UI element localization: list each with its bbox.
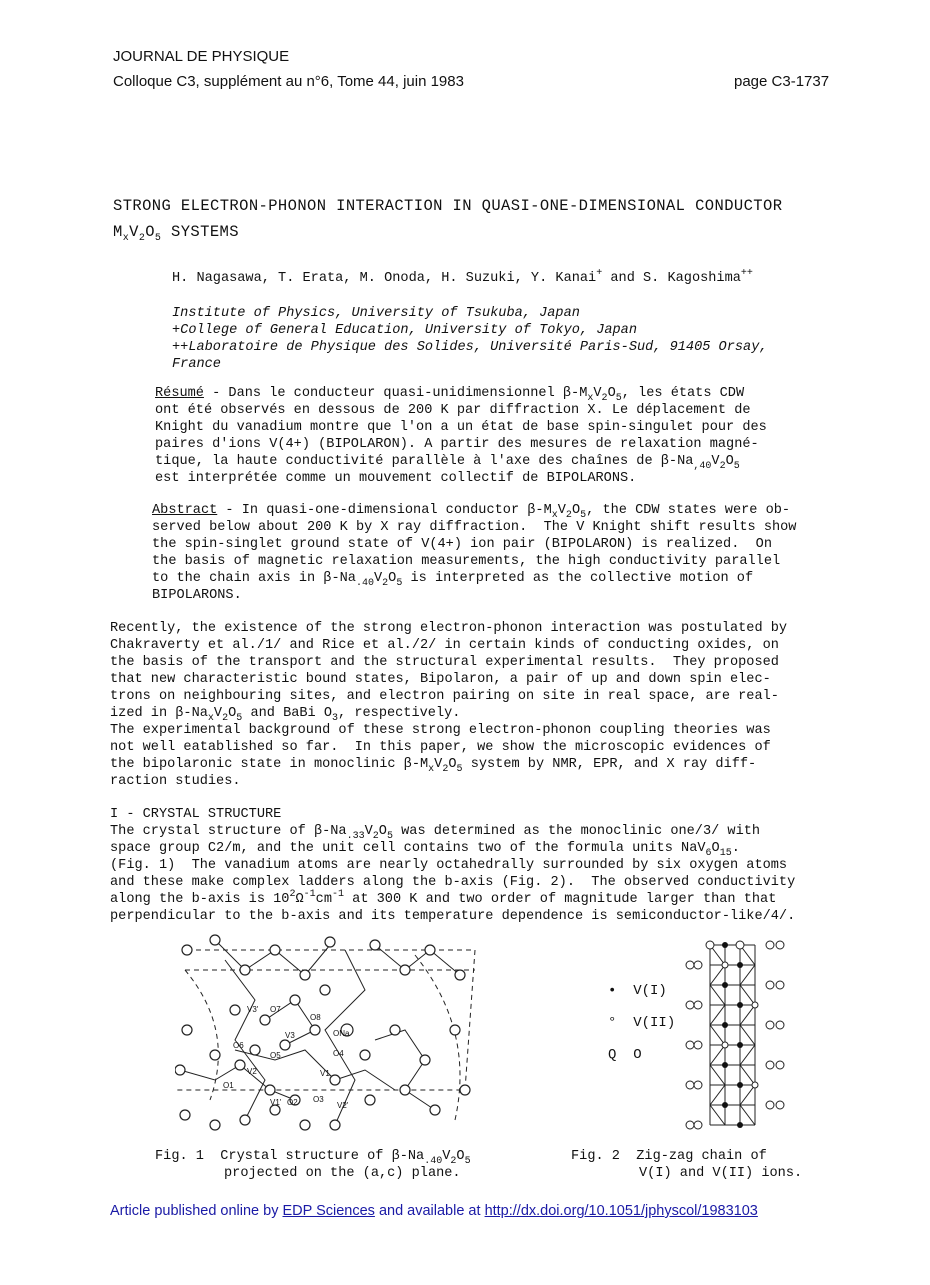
intro-line-1: Recently, the existence of the strong electron-phonon interaction was postulated by (110, 621, 788, 636)
resume-line-2: ont été observés en dessous de 200 K par diffraction X. Le déplacement de (155, 403, 751, 418)
page-number: page C3-1737 (734, 73, 830, 90)
svg-text:O8: O8 (310, 1013, 321, 1022)
intro-line-6: ized in $\beta-Na_xV_2O_5$ and BaBi $O_3$, respectively. (110, 706, 461, 724)
intro-line-3: the basis of the transport and the structural experimental results. They proposed (110, 655, 779, 670)
footer (110, 1203, 758, 1219)
edp-sciences-link[interactable]: EDP Sciences (282, 1203, 375, 1219)
footer-prefix: Article published online by (110, 1203, 283, 1219)
svg-text:V2': V2' (337, 1101, 349, 1110)
section-line-6: perpendicular to the b-axis and its temperature dependence is semiconductor-like/4/. (110, 909, 796, 924)
section-line-5: along the b-axis is $10^2\Omega^{-1}cm^{-1}$ at 300 K and two order of magnitude larger than that (110, 889, 777, 907)
fig1-caption-line-2: projected on the (a,c) plane. (224, 1166, 461, 1181)
svg-text:O5: O5 (270, 1051, 281, 1060)
svg-text:O3: O3 (313, 1095, 324, 1104)
paper-title-line1: STRONG ELECTRON-PHONON INTERACTION IN QUASI-ONE-DIMENSIONAL CONDUCTOR (113, 197, 783, 215)
svg-text:O2: O2 (287, 1098, 298, 1107)
journal-name: JOURNAL DE PHYSIQUE (113, 48, 290, 65)
abstract-line-3: the spin-singlet ground state of V(4+) ion pair (BIPOLARON) is realized. On (152, 537, 772, 552)
section-line-1: The crystal structure of $\beta-Na_{.33}V_2O_5$ was determined as the monoclinic one/3/ with (110, 824, 761, 842)
abstract-line-5: to the chain axis in $\beta-Na_{.40}V_2O_5$ is interpreted as the collective motion of (152, 571, 754, 589)
abstract-line-1: Abstract - In quasi-one-dimensional conductor $\beta-M_xV_2O_5$, the CDW states were ob- (152, 503, 791, 521)
resume-line-3: Knight du vanadium montre que l'on a un état de base spin-singulet pour des (155, 420, 767, 435)
fig2-caption-line-2: V(I) and V(II) ions. (639, 1166, 803, 1181)
intro-line-5: trons on neighbouring sites, and electron pairing on site in real space, are real- (110, 689, 779, 704)
fig2-caption-line-1: Fig. 2 Zig-zag chain of (571, 1149, 767, 1164)
resume-line-1: Résumé - Dans le conducteur quasi-unidimensionnel $\beta-M_xV_2O_5$, les états CDW (155, 386, 745, 404)
resume-line-4: paires d'ions V(4+) (BIPOLARON). A partir des mesures de relaxation magné- (155, 437, 759, 452)
svg-text:V1': V1' (270, 1098, 282, 1107)
svg-text:O1: O1 (223, 1081, 234, 1090)
legend-v2: ° V(II) (608, 1015, 676, 1031)
resume-line-5: tique, la haute conductivité parallèle à l'axe des chaînes de $\beta-Na_{,40}V_2O_5$ (155, 454, 740, 472)
authors: H. Nagasawa, T. Erata, M. Onoda, H. Suzuki, Y. Kanai+ and S. Kagoshima++ (172, 268, 753, 286)
section-heading: I - CRYSTAL STRUCTURE (110, 807, 282, 822)
affiliation-4: France (172, 357, 221, 372)
section-line-2: space group C2/m, and the unit cell contains two of the formula units $NaV_6O_{15}$. (110, 841, 740, 859)
doi-link[interactable]: http://dx.doi.org/10.1051/jphyscol/1983103 (484, 1203, 758, 1219)
footer-middle: and available at (374, 1203, 485, 1219)
intro-line-9: the bipolaronic state in monoclinic $\beta-M_xV_2O_5$ system by NMR, EPR, and X ray diff- (110, 757, 757, 775)
colloque-info: Colloque C3, supplément au n°6, Tome 44, juin 1983 (113, 73, 464, 90)
intro-line-7: The experimental background of these strong electron-phonon coupling theories was (110, 723, 771, 738)
open-circle-icon: Q (608, 1047, 617, 1063)
svg-text:O7: O7 (270, 1005, 281, 1014)
affiliation-1: Institute of Physics, University of Tsukuba, Japan (172, 306, 580, 321)
resume-line-6: est interprétée comme un mouvement collectif de BIPOLARONS. (155, 471, 637, 486)
abstract-line-6: BIPOLARONS. (152, 588, 242, 603)
svg-text:O4: O4 (333, 1049, 344, 1058)
legend-v1: • V(I) (608, 983, 667, 999)
open-dot-icon: ° (608, 1015, 617, 1031)
paper-title-line2: $M_xV_2O_5$ SYSTEMS (113, 223, 239, 244)
svg-text:O6: O6 (233, 1041, 244, 1050)
svg-text:V3: V3 (285, 1031, 295, 1040)
affiliation-3: ++Laboratoire de Physique des Solides, Université Paris-Sud, 91405 Orsay, (172, 340, 768, 355)
section-line-4: and these make complex ladders along the b-axis (Fig. 2). The observed conductivity (110, 875, 796, 890)
abstract-line-2: served below about 200 K by X ray diffraction. The V Knight shift results show (152, 520, 797, 535)
abstract-line-4: the basis of magnetic relaxation measurements, the high conductivity parallel (152, 554, 781, 569)
figure-1-crystal-structure (175, 930, 485, 1140)
svg-text:V1: V1 (320, 1069, 330, 1078)
legend-o: Q O (608, 1047, 642, 1063)
filled-dot-icon: • (608, 983, 617, 999)
svg-text:V3': V3' (247, 1005, 259, 1014)
intro-line-8: not well eatablished so far. In this paper, we show the microscopic evidences of (110, 740, 771, 755)
fig1-caption-line-1: Fig. 1 Crystal structure of $\beta-Na_{.40}V_2O_5$ (155, 1149, 471, 1167)
intro-line-4: that new characteristic bound states, Bipolaron, a pair of up and down spin elec- (110, 672, 771, 687)
section-line-3: (Fig. 1) The vanadium atoms are nearly octahedrally surrounded by six oxygen atoms (110, 858, 788, 873)
intro-line-2: Chakraverty et al./1/ and Rice et al./2/ in certain kinds of conducting oxides, on (110, 638, 779, 653)
intro-line-10: raction studies. (110, 774, 241, 789)
figure-2-zigzag-chain (680, 935, 790, 1135)
svg-text:V2: V2 (247, 1067, 257, 1076)
svg-text:ONa: ONa (333, 1029, 350, 1038)
affiliation-2: +College of General Education, University of Tokyo, Japan (172, 323, 637, 338)
